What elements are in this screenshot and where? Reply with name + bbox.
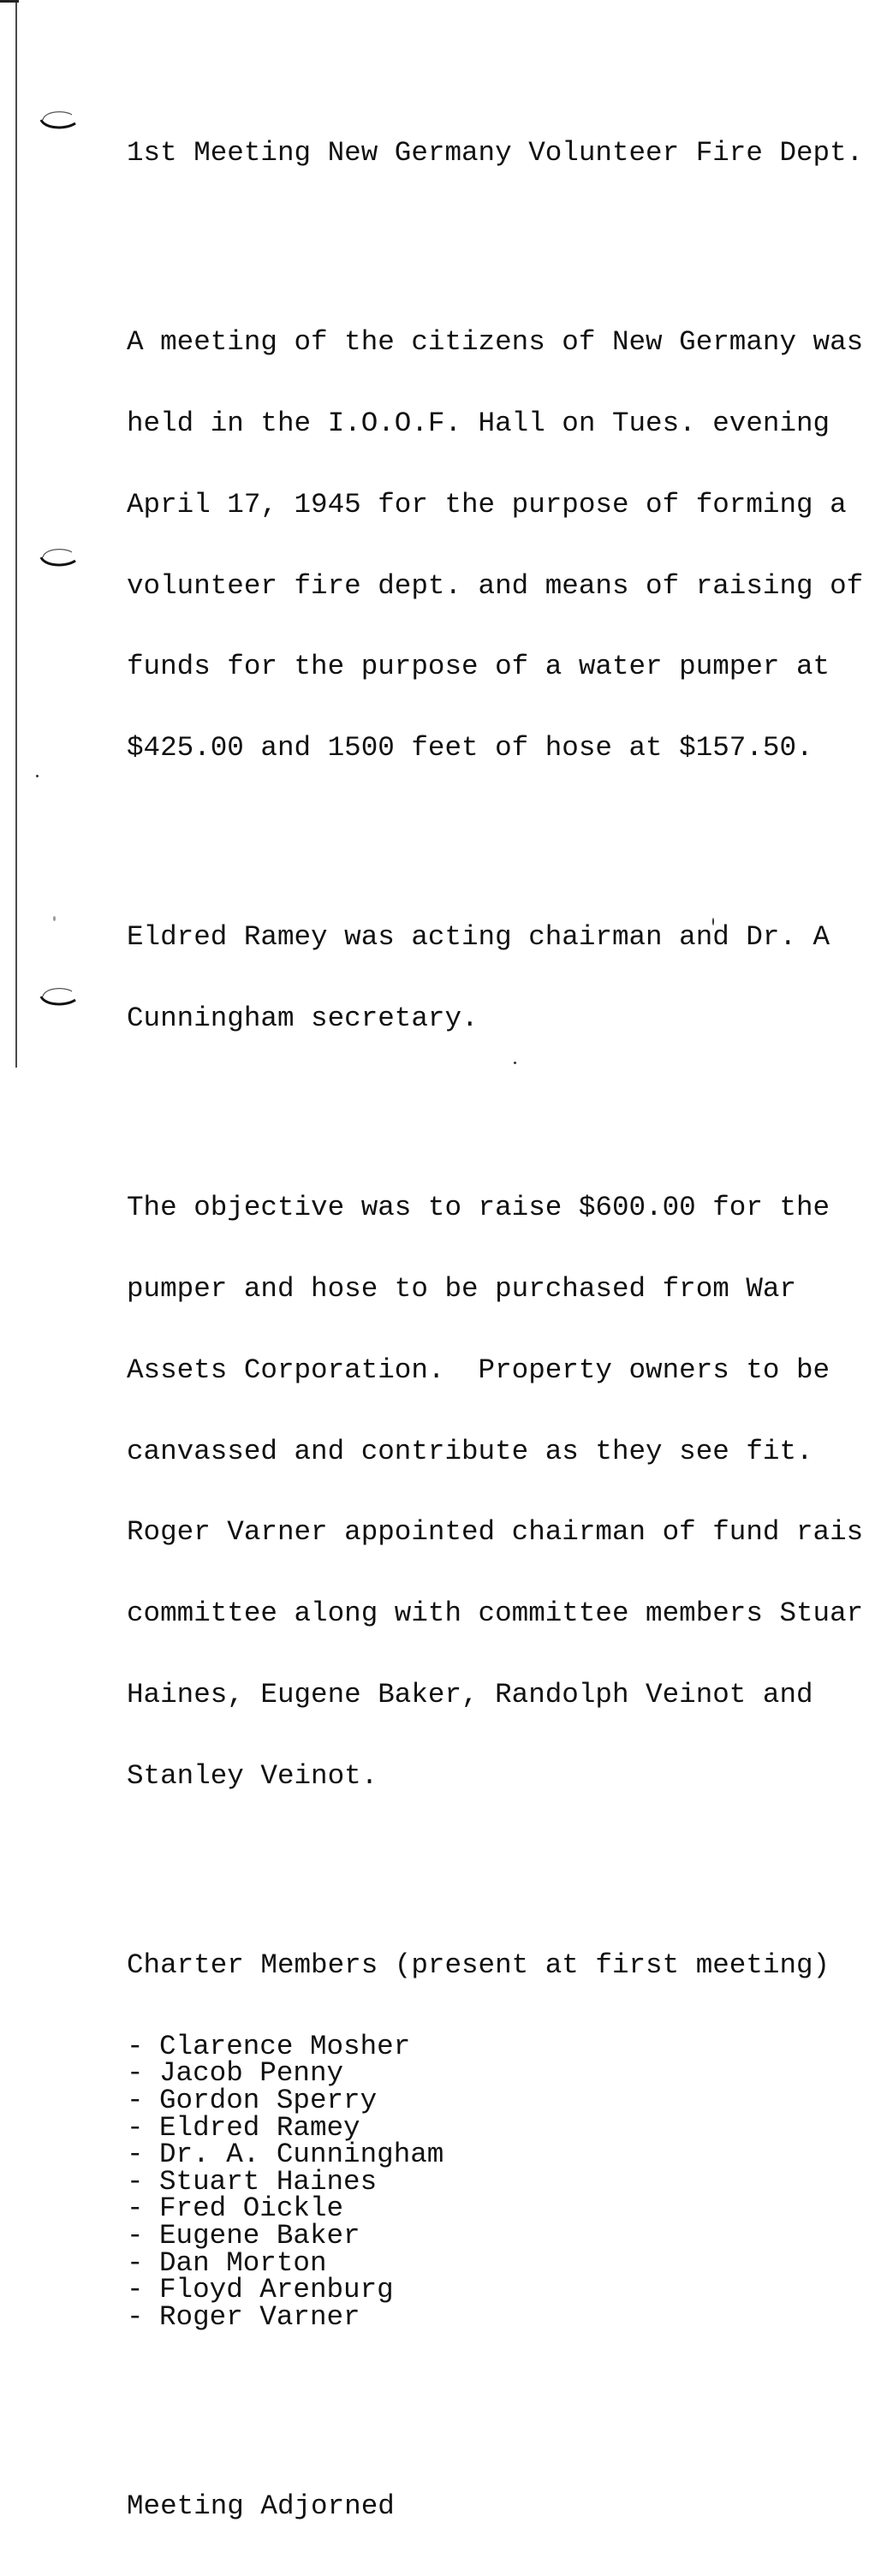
member-bullet: - (127, 2165, 144, 2198)
paragraph-1-line: funds for the purpose of a water pumper at (127, 651, 830, 683)
member-item (127, 2165, 863, 2198)
member-bullet: - (127, 2139, 144, 2171)
member-item (127, 2057, 863, 2090)
member-bullet: - (127, 2057, 144, 2090)
member-bullet: - (127, 2192, 144, 2225)
member-item (127, 2300, 863, 2333)
member-item (127, 2084, 863, 2116)
member-bullet: - (127, 2111, 144, 2144)
member-bullet: - (127, 2030, 144, 2062)
binder-edge-line (15, 0, 17, 1068)
paragraph-3-line: Assets Corporation. Property owners to be (127, 1353, 830, 1386)
paragraph-1-line: A meeting of the citizens of New Germany was (127, 326, 864, 359)
members-heading: Charter Members (present at first meeting) (127, 1948, 830, 1981)
member-item (127, 2276, 863, 2304)
member-name: Stuart Haines (159, 2165, 378, 2198)
member-item (127, 2192, 863, 2225)
typed-minutes (127, 86, 863, 2574)
paragraph-3-line: Roger Varner appointed chairman of fund rais (127, 1516, 864, 1549)
member-name: Jacob Penny (159, 2057, 344, 2090)
member-item (127, 2246, 863, 2279)
paragraph-3-line: pumper and hose to be purchased from War (127, 1273, 797, 1306)
paragraph-1-line: volunteer fire dept. and means of raising of (127, 569, 864, 602)
member-name: Clarence Mosher (159, 2030, 411, 2062)
member-name: Roger Varner (159, 2300, 360, 2333)
paragraph-3-line: Haines, Eugene Baker, Randolph Veinot and (127, 1679, 813, 1711)
member-name: Floyd Arenburg (159, 2274, 394, 2306)
member-name: Eldred Ramey (159, 2111, 360, 2144)
member-bullet: - (127, 2084, 144, 2116)
member-bullet: - (127, 2300, 144, 2333)
paragraph-2-line: Eldred Ramey was acting chairman and Dr. A (127, 921, 830, 954)
member-name: Dan Morton (159, 2246, 327, 2279)
member-item (127, 2030, 863, 2062)
member-name: Gordon Sperry (159, 2084, 378, 2116)
binder-edge-top (0, 0, 19, 3)
paragraph-1-line: held in the I.O.O.F. Hall on Tues. evening (127, 408, 830, 440)
paragraph-3-line: Stanley Veinot. (127, 1759, 378, 1792)
member-item (127, 2219, 863, 2252)
paragraph-2-line: Cunningham secretary. (127, 1002, 479, 1035)
scan-speck (53, 916, 56, 921)
paragraph-3-line: committee along with committee members Stuar (127, 1597, 864, 1630)
member-bullet: - (127, 2274, 144, 2306)
paragraph-3-line: canvassed and contribute as they see fit. (127, 1435, 813, 1467)
punch-hole-icon (38, 545, 79, 568)
member-item (127, 2139, 863, 2171)
paragraph-3-line: The objective was to raise $600.00 for the (127, 1192, 830, 1224)
member-bullet: - (127, 2246, 144, 2279)
closing-line: Meeting Adjorned (127, 2490, 395, 2522)
punch-hole-icon (38, 985, 79, 1007)
punch-hole-icon (38, 108, 79, 130)
document-title: 1st Meeting New Germany Volunteer Fire Dept. (127, 137, 864, 170)
member-name: Dr. A. Cunningham (159, 2139, 444, 2171)
paragraph-1-line: $425.00 and 1500 feet of hose at $157.50. (127, 732, 813, 764)
paragraph-1-line: April 17, 1945 for the purpose of forming a (127, 488, 847, 521)
scan-speck (36, 775, 39, 777)
members-list (127, 2030, 863, 2333)
member-name: Fred Oickle (159, 2192, 344, 2225)
member-item (127, 2111, 863, 2144)
member-name: Eugene Baker (159, 2219, 360, 2252)
member-bullet: - (127, 2219, 144, 2252)
